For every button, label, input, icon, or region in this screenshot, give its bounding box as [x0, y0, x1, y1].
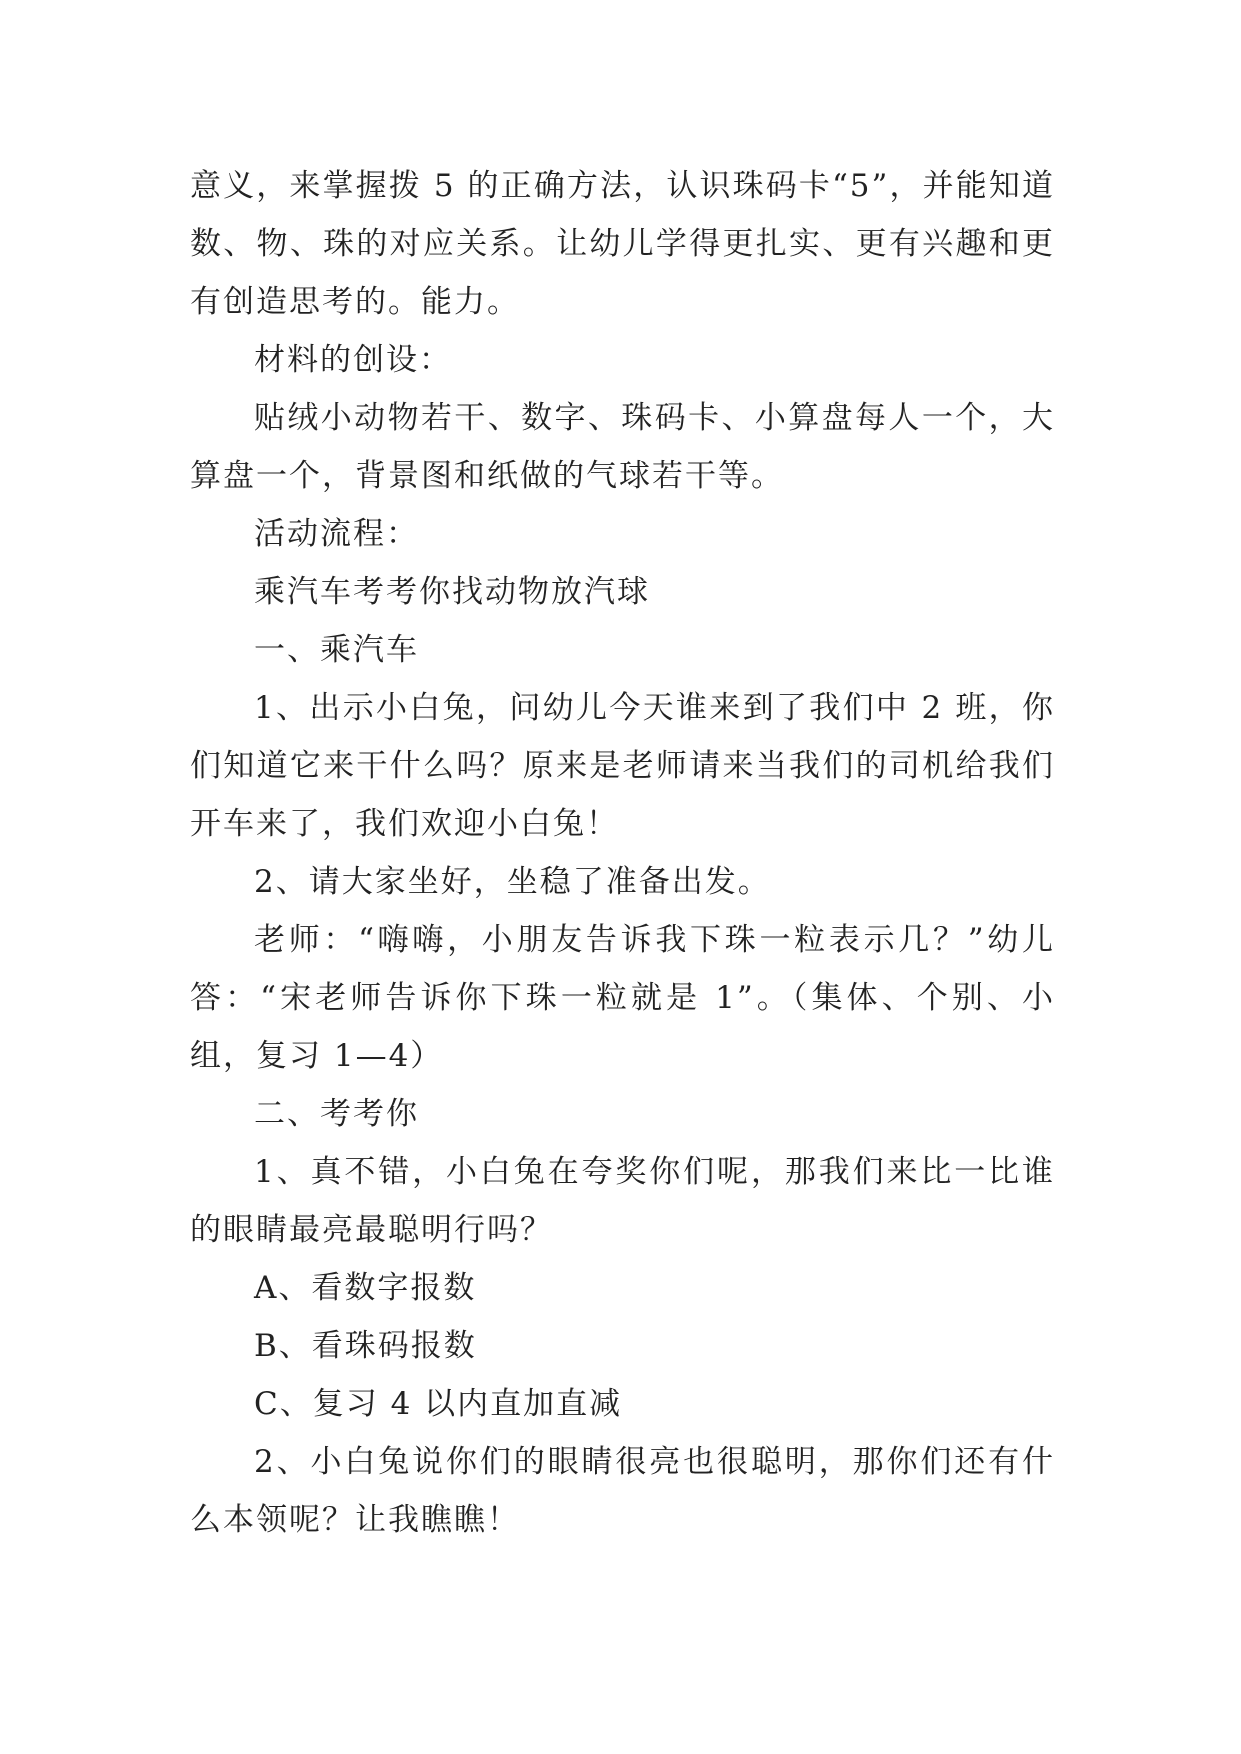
list-item-c: C、复习 4 以内直加直减 [254, 1386, 623, 1422]
paragraph-process-heading: 活动流程： [254, 516, 419, 552]
paragraph-materials: 贴绒小动物若干、数字、珠码卡、小算盘每人一个，大算盘一个，背景图和纸做的气球若干等。 [190, 400, 1055, 494]
paragraph-activity-list: 乘汽车考考你找动物放汽球 [254, 574, 650, 610]
paragraph-step-1-1: 1、出示小白兔，问幼儿今天谁来到了我们中 2 班，你们知道它来干什么吗？原来是老师请来当我们的司机给我们开车来了，我们欢迎小白兔！ [190, 690, 1055, 842]
list-item-a: A、看数字报数 [254, 1270, 477, 1306]
paragraph-step-1-2: 2、请大家坐好，坐稳了准备出发。 [254, 864, 771, 900]
paragraph-continued: 意义，来掌握拨 5 的正确方法，认识珠码卡“5”，并能知道数、物、珠的对应关系。让幼儿学得更扎实、更有兴趣和更有创造思考的。能力。 [190, 168, 1055, 320]
list-item-b: B、看珠码报数 [254, 1328, 477, 1364]
paragraph-materials-heading: 材料的创设： [254, 342, 452, 378]
paragraph-dialogue: 老师：“嗨嗨，小朋友告诉我下珠一粒表示几？”幼儿答：“宋老师告诉你下珠一粒就是 1”。（集体、个别、小组，复习 1—4） [190, 922, 1055, 1074]
document-body [190, 157, 1055, 1549]
section-heading-2: 二、考考你 [254, 1096, 419, 1132]
section-heading-1: 一、乘汽车 [254, 632, 419, 668]
paragraph-step-2-1: 1、真不错，小白兔在夸奖你们呢，那我们来比一比谁的眼睛最亮最聪明行吗？ [190, 1154, 1055, 1248]
paragraph-step-2-2: 2、小白兔说你们的眼睛很亮也很聪明，那你们还有什么本领呢？让我瞧瞧！ [190, 1444, 1055, 1538]
